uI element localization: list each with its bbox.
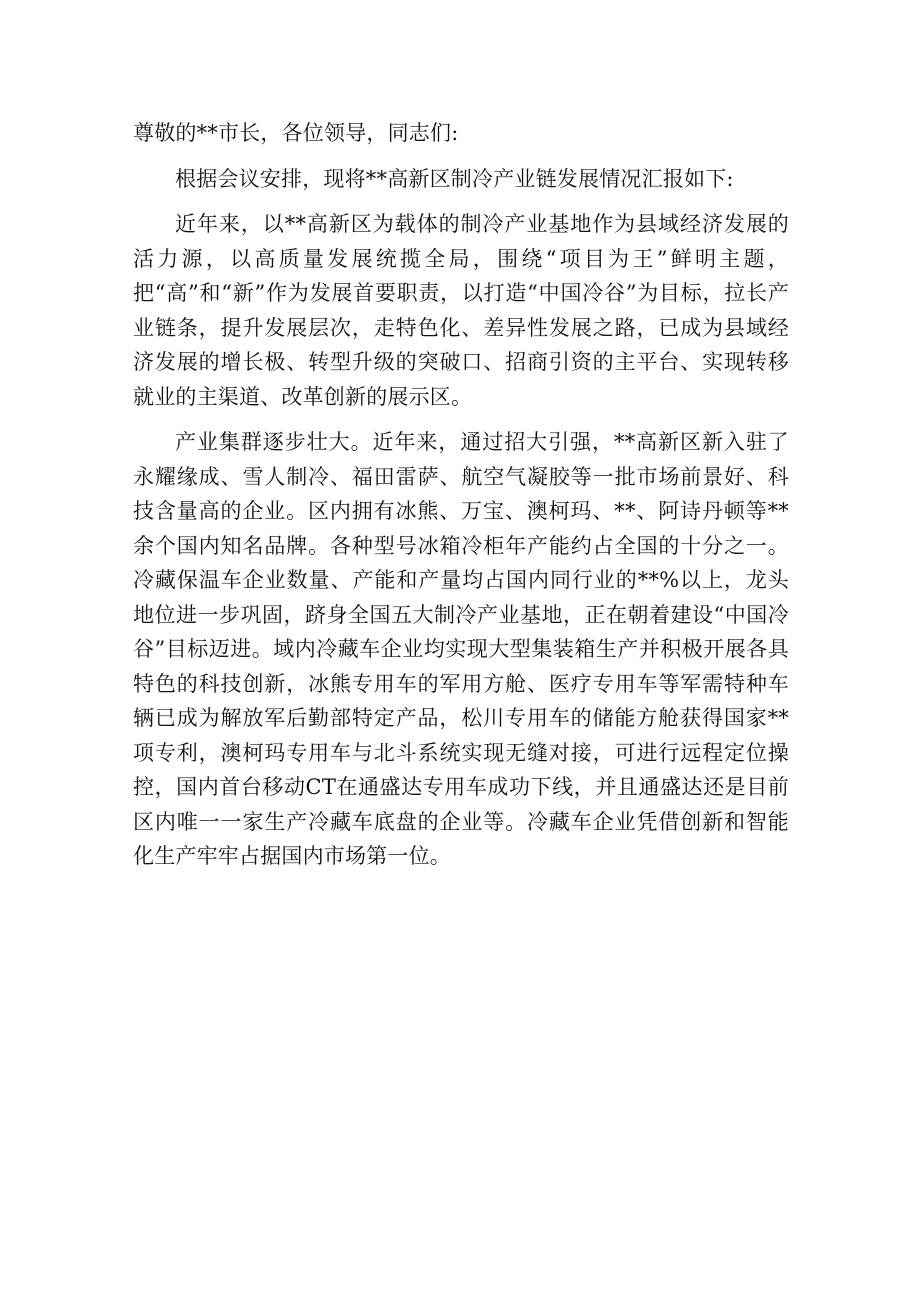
industry-cluster-paragraph: 产业集群逐步壮大。近年来，通过招大引强，**高新区新入驻了永耀缘成、雪人制冷、福田雷萨、航空气凝胶等一批市场前景好、科技含量高的企业。区内拥有冰熊、万宝、澳柯玛、**、阿诗丹顿等**余个国内知名品牌。各种型号冰箱冷柜年产能约占全国的十分之一。冷藏保温车企业数量、产能和产量均占国内同行业的**%以上，龙头地位进一步巩固，跻身全国五大制冷产业基地，正在朝着建设“中国冷谷”目标迈进。域内冷藏车企业均实现大型集装箱生产并积极开展各具特色的科技创新，冰熊专用车的军用方舱、医疗专用车等军需特种车辆已成为解放军后勤部特定产品，松川专用车的储能方舱获得国家**项专利，澳柯玛专用车与北斗系统实现无缝对接，可进行远程定位操控，国内首台移动CT在通盛达专用车成功下线，并且通盛达还是目前区内唯一一家生产冷藏车底盘的企业等。冷藏车企业凭借创新和智能化生产牢牢占据国内市场第一位。	[133, 430, 789, 868]
salutation-line: 尊敬的**市长，各位领导，同志们:	[133, 121, 459, 145]
overview-paragraph: 近年来，以**高新区为载体的制冷产业基地作为县域经济发展的活力源，以高质量发展统揽全局，围绕“项目为王”鲜明主题，把“高”和“新”作为发展首要职责，以打造“中国冷谷”为目标，拉长产业链条，提升发展层次，走特色化、差异性发展之路，已成为县域经济发展的增长极、转型升级的突破口、招商引资的主平台、实现转移就业的主渠道、改革创新的展示区。	[133, 212, 789, 409]
document-body	[133, 116, 789, 874]
intro-paragraph: 根据会议安排，现将**高新区制冷产业链发展情况汇报如下:	[175, 166, 734, 191]
